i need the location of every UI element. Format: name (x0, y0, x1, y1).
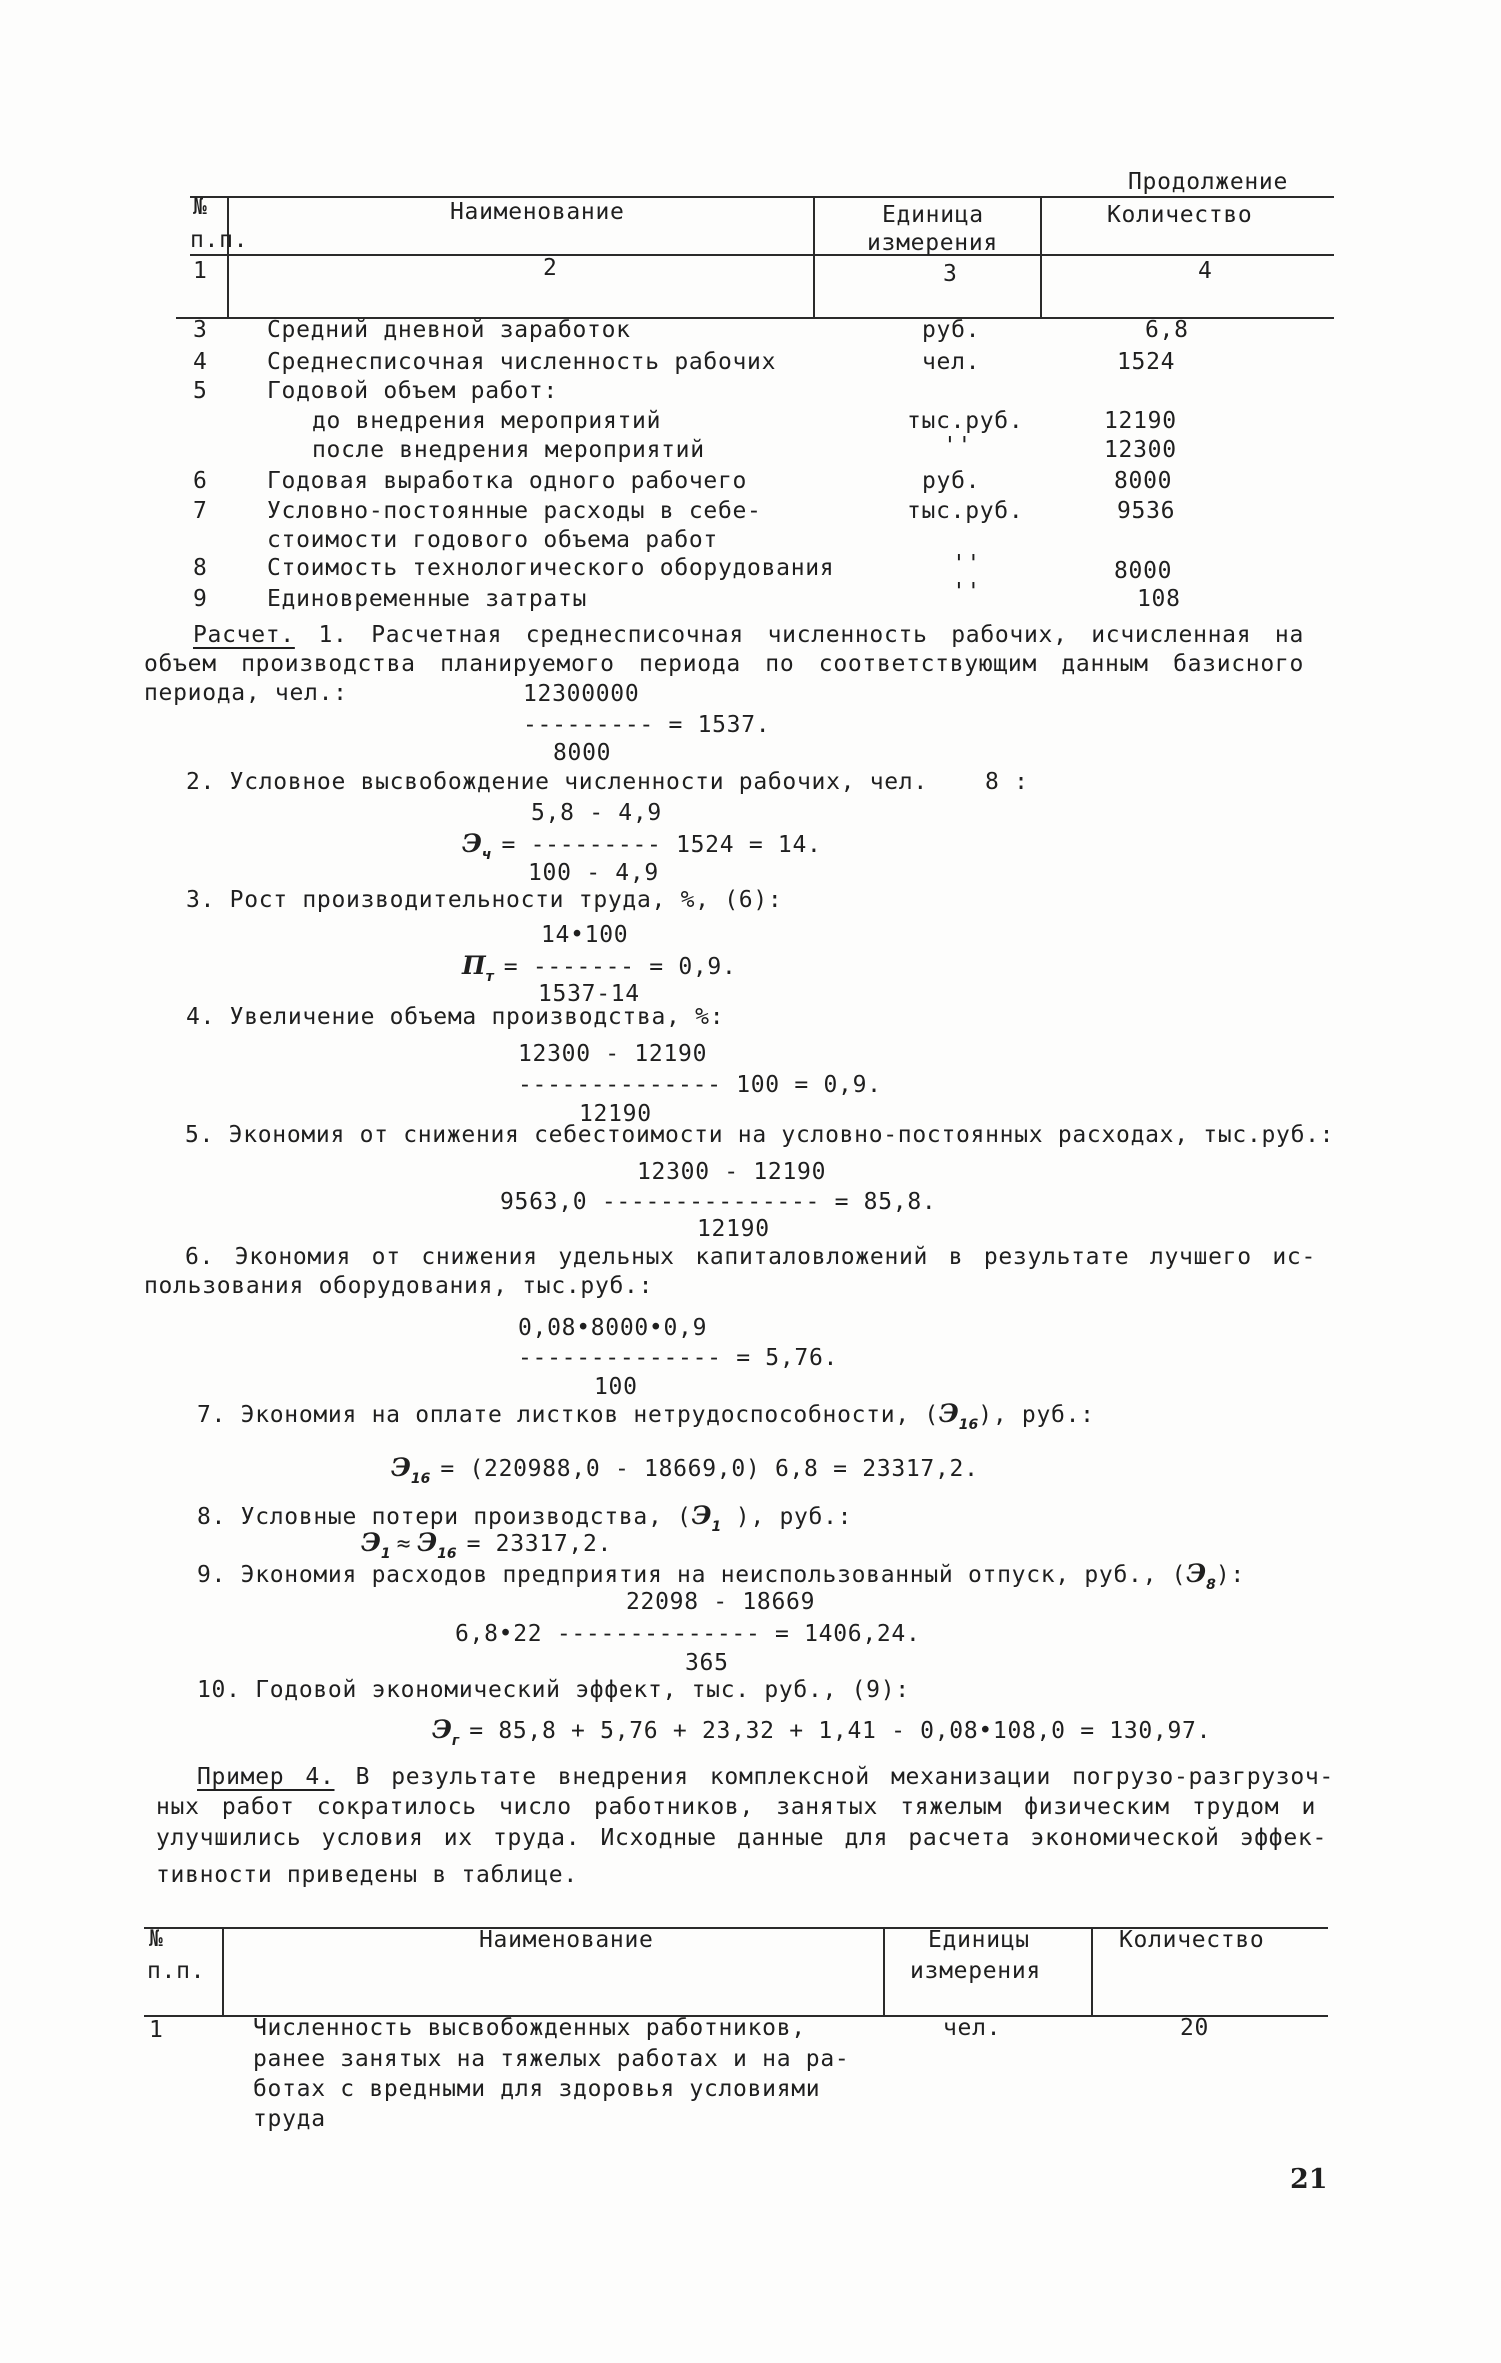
calc-step6-line: 6. Экономия от снижения удельных капиталовложений в результате лучшего ис- (185, 1244, 1316, 1270)
example-line: тивности приведены в таблице. (156, 1862, 578, 1888)
formula-subscript: 1 (711, 1519, 722, 1535)
row-qty: 20 (1180, 2015, 1210, 2041)
formula-4-line: -------------- 100 = 0,9. (518, 1072, 882, 1098)
row-qty: 9536 (1117, 498, 1176, 524)
row-name: Среднесписочная численность рабочих (267, 349, 777, 375)
row-qty: 108 (1137, 586, 1181, 612)
row-qty: 8000 (1114, 558, 1173, 584)
row-unit: тыс.руб. (907, 498, 1024, 524)
formula-4-numerator: 12300 - 12190 (518, 1041, 708, 1067)
formula-3-body: = ------- = 0,9. (503, 954, 737, 980)
header-unit: Единицы (928, 1927, 1030, 1953)
row-number: 8 (193, 555, 208, 581)
row-unit: руб. (922, 468, 981, 494)
calc-step3: 3. Рост производительности труда, %, (6): (186, 887, 783, 913)
formula-symbol: Э (432, 1715, 452, 1744)
header-num-sub: п.п. (190, 227, 249, 253)
formula-symbol: Э (391, 1453, 411, 1482)
formula-3-denominator: 1537-14 (538, 981, 640, 1007)
row-unit: '' (952, 579, 982, 605)
row-name: до внедрения мероприятий (312, 408, 662, 434)
example-label: Пример 4. (197, 1764, 335, 1790)
row-qty: 1524 (1117, 349, 1176, 375)
calc-step10: 10. Годовой экономический эффект, тыс. руб., (9): (197, 1677, 910, 1703)
formula-9-denominator: 365 (685, 1650, 729, 1676)
header-unit-sub: измерения (867, 230, 998, 256)
formula-subscript: 8 (1206, 1577, 1216, 1593)
formula-subscript: 1 (380, 1546, 391, 1562)
continuation-label: Продолжение (1128, 169, 1289, 195)
row-unit: '' (952, 551, 982, 577)
formula-1-denominator: 8000 (553, 740, 612, 766)
formula-6-line: -------------- = 5,76. (518, 1345, 839, 1371)
calc-step6-line: пользования оборудования, тыс.руб.: (144, 1273, 654, 1299)
row-unit: руб. (922, 317, 981, 343)
formula-symbol: П (462, 951, 486, 980)
header-num: № (149, 1926, 164, 1952)
header-qty: Количество (1119, 1927, 1265, 1953)
row-number: 3 (193, 317, 208, 343)
calc-step1-line (193, 621, 1304, 649)
row-name: Годовой объем работ: (267, 378, 558, 404)
formula-symbol: Э (462, 829, 482, 858)
calc-step7-text: 7. Экономия на оплате листков нетрудоспособности, ( (197, 1402, 939, 1428)
example-line (197, 1763, 1334, 1791)
table-col-divider (813, 196, 815, 318)
formula-subscript: ч (481, 847, 492, 863)
formula-8-body: = 23317,2. (466, 1531, 613, 1557)
row-name-line: ранее занятых на тяжелых работах и на ра- (253, 2046, 850, 2072)
calc-step5: 5. Экономия от снижения себестоимости на условно-постоянных расходах, тыс.руб.: (185, 1122, 1335, 1148)
table-rule-top (190, 196, 1334, 198)
formula-subscript: г (451, 1733, 460, 1749)
row-name: после внедрения мероприятий (312, 437, 705, 463)
header-name: Наименование (479, 1927, 654, 1953)
example-line: улучшились условия их труда. Исходные данные для расчета экономической эффек- (156, 1825, 1327, 1851)
row-name: Единовременные затраты (267, 586, 588, 612)
row-name: Стоимость технологического оборудования (267, 555, 835, 581)
calc-step1-text: 1. Расчетная среднесписочная численность рабочих, исчисленная на (318, 622, 1304, 648)
row-name-line: труда (253, 2106, 326, 2132)
formula-1-numerator: 12300000 (523, 681, 640, 707)
table-col-divider (227, 196, 229, 318)
column-number: 3 (943, 261, 958, 287)
row-name: Условно-постоянные расходы в себе- (267, 498, 762, 524)
formula-5-line: 9563,0 --------------- = 85,8. (500, 1189, 937, 1215)
calc-step9-tail: ): (1215, 1562, 1245, 1588)
calc-step8-tail: ), руб.: (721, 1504, 853, 1530)
calc-step2: 2. Условное высвобождение численности рабочих, чел. (186, 769, 928, 795)
formula-subscript: 16 (410, 1471, 431, 1487)
formula-subscript: 16 (437, 1546, 457, 1562)
formula-10-line (432, 1716, 1211, 1748)
formula-9-line: 6,8•22 -------------- = 1406,24. (455, 1621, 921, 1647)
row-qty: 12190 (1104, 408, 1177, 434)
table-col-divider (883, 1927, 885, 2016)
formula-8-line (361, 1529, 612, 1561)
calc-step4: 4. Увеличение объема производства, %: (186, 1004, 725, 1030)
row-number: 9 (193, 586, 208, 612)
column-number: 2 (543, 255, 558, 281)
header-unit: Единица (882, 202, 984, 228)
row-qty: 8000 (1114, 468, 1173, 494)
formula-7-body: = (220988,0 - 18669,0) 6,8 = 23317,2. (440, 1456, 979, 1482)
row-number: 6 (193, 468, 208, 494)
formula-2-denominator: 100 - 4,9 (528, 860, 659, 886)
table-col-divider (222, 1927, 224, 2016)
example-text: В результате внедрения комплексной механизации погрузо-разгрузоч- (355, 1764, 1334, 1790)
row-name: стоимости годового объема работ (267, 527, 718, 553)
table-col-divider (1091, 1927, 1093, 2016)
calc-step1-line: объем производства планируемого периода по соответствующим данным базисного (144, 651, 1304, 677)
row-number: 4 (193, 349, 208, 375)
column-number: 4 (1198, 258, 1213, 284)
calc-step8-text: 8. Условные потери производства, ( (197, 1504, 692, 1530)
formula-symbol: Э (417, 1528, 438, 1557)
formula-4-denominator: 12190 (579, 1101, 652, 1127)
formula-symbol: Э (361, 1528, 381, 1557)
formula-symbol: Э (1186, 1559, 1207, 1588)
row-number: 7 (193, 498, 208, 524)
formula-2-line (462, 830, 822, 862)
row-number: 1 (149, 2017, 164, 2043)
page-number: 21 (1290, 2164, 1328, 2195)
row-unit: '' (943, 433, 973, 459)
header-name: Наименование (450, 199, 625, 225)
formula-5-denominator: 12190 (697, 1216, 770, 1242)
row-unit: тыс.руб. (907, 408, 1024, 434)
formula-symbol: Э (938, 1399, 959, 1428)
formula-5-numerator: 12300 - 12190 (637, 1159, 827, 1185)
row-name-line: ботах с вредными для здоровья условиями (253, 2076, 821, 2102)
table-col-divider (1040, 196, 1042, 318)
formula-7-line (391, 1454, 979, 1486)
formula-6-numerator: 0,08•8000•0,9 (518, 1315, 708, 1341)
header-unit-sub: измерения (910, 1958, 1041, 1984)
formula-subscript: 16 (958, 1417, 979, 1433)
formula-1-line: --------- = 1537. (523, 712, 771, 738)
calc-step2-ref: 8 : (985, 769, 1029, 795)
calc-step9-text: 9. Экономия расходов предприятия на неиспользованный отпуск, руб., ( (197, 1562, 1187, 1588)
calc-step1-line: периода, чел.: (144, 680, 348, 706)
calc-label: Расчет. (193, 622, 295, 648)
calc-step7 (197, 1400, 1095, 1432)
header-num-sub: п.п. (147, 1958, 206, 1984)
table-rule-header (190, 254, 1334, 256)
row-number: 5 (193, 378, 208, 404)
row-qty: 6,8 (1145, 317, 1189, 343)
row-name: Средний дневной заработок (267, 317, 631, 343)
example-line: ных работ сократилось число работников, занятых тяжелым физическим трудом и (156, 1794, 1316, 1820)
formula-10-body: = 85,8 + 5,76 + 23,32 + 1,41 - 0,08•108,0 = 130,97. (469, 1718, 1212, 1744)
formula-6-denominator: 100 (594, 1374, 638, 1400)
calc-step7-tail: ), руб.: (978, 1402, 1095, 1428)
row-name-line: Численность высвобожденных работников, (253, 2015, 806, 2041)
approx-sign: ≈ (396, 1531, 412, 1557)
formula-subscript: т (485, 969, 494, 985)
formula-3-numerator: 14•100 (541, 922, 629, 948)
column-number: 1 (193, 258, 208, 284)
formula-symbol: Э (691, 1501, 712, 1530)
formula-9-numerator: 22098 - 18669 (626, 1589, 816, 1615)
row-unit: чел. (943, 2015, 1002, 2041)
row-unit: чел. (922, 349, 981, 375)
formula-2-numerator: 5,8 - 4,9 (531, 800, 662, 826)
header-num: № (193, 194, 208, 220)
formula-2-body: = --------- 1524 = 14. (501, 832, 822, 858)
row-qty: 12300 (1104, 437, 1177, 463)
row-name: Годовая выработка одного рабочего (267, 468, 748, 494)
header-qty: Количество (1107, 202, 1253, 228)
